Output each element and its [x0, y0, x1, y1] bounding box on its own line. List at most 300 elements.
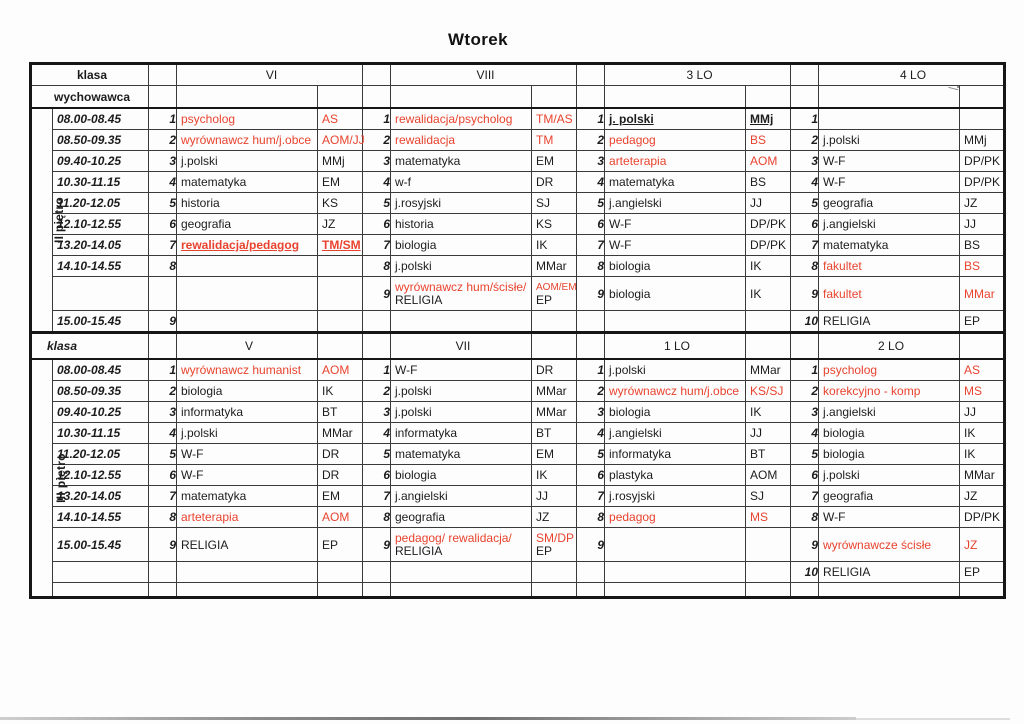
header-number-cell	[791, 64, 819, 86]
lesson-teacher-cell: EM	[532, 444, 577, 465]
lesson-number-cell: 1	[149, 359, 177, 381]
lesson-number-cell: 4	[149, 423, 177, 444]
class-header: VIII	[391, 64, 577, 86]
lesson-subject-cell: biologia	[605, 277, 746, 311]
lesson-subject-cell: biologia	[605, 402, 746, 423]
lesson-number-cell: 5	[791, 193, 819, 214]
lesson-teacher-cell	[318, 583, 363, 598]
header-number-cell	[791, 333, 819, 360]
lesson-teacher-cell	[532, 562, 577, 583]
lesson-teacher-cell	[318, 311, 363, 333]
lesson-subject-cell	[391, 311, 532, 333]
wychowawca-header: wychowawca	[31, 86, 149, 109]
lesson-subject-cell: W-F	[819, 172, 960, 193]
scan-edge-artifact	[0, 717, 856, 720]
lesson-teacher-cell: IK	[960, 444, 1005, 465]
time-cell	[53, 562, 149, 583]
lesson-number-cell: 7	[791, 235, 819, 256]
lesson-teacher-cell	[746, 311, 791, 333]
lesson-teacher-cell: KS	[318, 193, 363, 214]
lesson-number-cell: 6	[791, 465, 819, 486]
lesson-subject-cell	[391, 583, 532, 598]
lesson-number-cell: 5	[791, 444, 819, 465]
lesson-subject-cell: informatyka	[605, 444, 746, 465]
lesson-teacher-cell: IK	[746, 277, 791, 311]
lesson-teacher-cell: KS	[532, 214, 577, 235]
class-header: VII	[391, 333, 532, 360]
lesson-teacher-cell: EP	[318, 528, 363, 562]
lesson-number-cell: 8	[577, 256, 605, 277]
lesson-teacher-cell: AOM	[746, 151, 791, 172]
lesson-teacher-cell	[960, 108, 1005, 130]
lesson-subject-cell: biologia	[391, 465, 532, 486]
lesson-subject-cell: w-f	[391, 172, 532, 193]
lesson-subject-line: RELIGIA	[395, 543, 443, 558]
header-number-cell	[577, 333, 605, 360]
header-number-cell	[791, 86, 819, 109]
lesson-teacher-cell: AOM/JJ	[318, 130, 363, 151]
lesson-subject-line: pedagog/ rewalidacja/	[395, 530, 512, 545]
wychowawca-code-cell	[960, 86, 1005, 109]
lesson-subject-cell: geografia	[391, 507, 532, 528]
wychowawca-code-cell	[318, 86, 363, 109]
lesson-teacher-cell: IK	[532, 465, 577, 486]
lesson-subject-cell: biologia	[605, 256, 746, 277]
time-cell: 13.20-14.05	[53, 235, 149, 256]
lesson-number-cell: 6	[791, 214, 819, 235]
lesson-subject-cell: j.rosyjski	[605, 486, 746, 507]
lesson-subject-cell: j.polski	[819, 465, 960, 486]
lesson-number-cell: 2	[577, 381, 605, 402]
time-cell: 14.10-14.55	[53, 256, 149, 277]
pen-dot	[957, 86, 959, 88]
class-header-teacher-cell	[746, 333, 791, 360]
lesson-teacher-cell: IK	[746, 256, 791, 277]
lesson-subject-cell	[177, 277, 318, 311]
class-header-teacher-cell	[318, 333, 363, 360]
header-number-cell	[149, 86, 177, 109]
lesson-number-cell: 9	[363, 528, 391, 562]
lesson-teacher-cell	[318, 256, 363, 277]
lesson-teacher-cell: JJ	[746, 423, 791, 444]
lesson-teacher-cell: IK	[318, 381, 363, 402]
lesson-subject-cell: historia	[177, 193, 318, 214]
time-cell: 11.20-12.05	[53, 444, 149, 465]
lesson-teacher-cell	[532, 583, 577, 598]
lesson-teacher-cell: BT	[746, 444, 791, 465]
lesson-teacher-cell: IK	[746, 402, 791, 423]
lesson-subject-cell: j.polski	[391, 256, 532, 277]
lesson-subject-cell: matematyka	[177, 486, 318, 507]
header-number-cell	[149, 64, 177, 86]
lesson-number-cell: 3	[149, 151, 177, 172]
lesson-subject-cell: j.angielski	[819, 402, 960, 423]
lesson-subject-cell: j.polski	[391, 402, 532, 423]
lesson-subject-cell: matematyka	[819, 235, 960, 256]
lesson-teacher-cell	[532, 277, 577, 311]
lesson-teacher-cell: JZ	[960, 193, 1005, 214]
lesson-teacher-cell: AS	[318, 108, 363, 130]
lesson-teacher-cell: MS	[960, 381, 1005, 402]
lesson-teacher-cell: JJ	[960, 402, 1005, 423]
lesson-subject-cell: W-F	[819, 507, 960, 528]
lesson-number-cell: 7	[149, 235, 177, 256]
floor-label-cell	[31, 359, 68, 598]
lesson-subject-cell	[605, 528, 746, 562]
lesson-teacher-cell: EM	[318, 486, 363, 507]
klasa-header: klasa	[31, 64, 149, 86]
lesson-teacher-cell: JJ	[532, 486, 577, 507]
lesson-number-cell: 10	[791, 562, 819, 583]
lesson-number-cell: 1	[149, 108, 177, 130]
lesson-teacher-cell: MMar	[318, 423, 363, 444]
lesson-number-cell	[363, 583, 391, 598]
lesson-number-cell: 2	[577, 130, 605, 151]
lesson-subject-cell: historia	[391, 214, 532, 235]
lesson-number-cell	[363, 311, 391, 333]
class-header: 2 LO	[819, 333, 960, 360]
lesson-subject-cell	[177, 583, 318, 598]
lesson-subject-cell: psycholog	[177, 108, 318, 130]
lesson-teacher-cell: MMar	[532, 256, 577, 277]
lesson-subject-cell: biologia	[177, 381, 318, 402]
lesson-subject-cell: pedagog	[605, 507, 746, 528]
time-cell: 09.40-10.25	[53, 402, 149, 423]
lesson-number-cell: 5	[363, 193, 391, 214]
lesson-number-cell: 1	[577, 108, 605, 130]
lesson-number-cell: 3	[791, 151, 819, 172]
lesson-subject-cell	[391, 277, 532, 311]
lesson-subject-cell: wyrównawcz humanist	[177, 359, 318, 381]
lesson-subject-cell: pedagog	[605, 130, 746, 151]
time-cell: 11.20-12.05	[53, 193, 149, 214]
lesson-number-cell: 10	[791, 311, 819, 333]
lesson-teacher-cell: DR	[532, 359, 577, 381]
time-cell: 13.20-14.05	[53, 486, 149, 507]
lesson-subject-cell	[177, 562, 318, 583]
lesson-subject-cell: plastyka	[605, 465, 746, 486]
lesson-subject-cell: rewalidacja	[391, 130, 532, 151]
lesson-teacher-line: EP	[536, 292, 553, 307]
lesson-teacher-cell: AS	[960, 359, 1005, 381]
lesson-teacher-cell: MMj	[960, 130, 1005, 151]
lesson-number-cell: 9	[149, 311, 177, 333]
lesson-teacher-cell: BS	[746, 130, 791, 151]
lesson-subject-cell: geografia	[177, 214, 318, 235]
lesson-subject-cell: rewalidacja/pedagog	[177, 235, 318, 256]
lesson-subject-cell: j.polski	[605, 359, 746, 381]
lesson-number-cell: 8	[363, 256, 391, 277]
lesson-subject-cell: j.rosyjski	[391, 193, 532, 214]
lesson-teacher-cell: DR	[318, 444, 363, 465]
lesson-subject-cell: biologia	[819, 423, 960, 444]
lesson-subject-cell: W-F	[177, 444, 318, 465]
lesson-teacher-cell: EP	[960, 562, 1005, 583]
lesson-subject-cell: j. polski	[605, 108, 746, 130]
lesson-subject-cell: rewalidacja/psycholog	[391, 108, 532, 130]
time-cell	[53, 583, 149, 598]
lesson-teacher-cell: JJ	[746, 193, 791, 214]
lesson-teacher-cell: AOM	[746, 465, 791, 486]
lesson-teacher-cell: BT	[318, 402, 363, 423]
lesson-number-cell	[791, 583, 819, 598]
lesson-teacher-cell: MMj	[746, 108, 791, 130]
class-header: VI	[177, 64, 363, 86]
lesson-teacher-cell: TM	[532, 130, 577, 151]
lesson-subject-cell: W-F	[819, 151, 960, 172]
lesson-number-cell	[577, 583, 605, 598]
header-number-cell	[363, 86, 391, 109]
scan-edge-artifact-light	[856, 718, 1010, 720]
lesson-teacher-cell: IK	[960, 423, 1005, 444]
lesson-number-cell: 2	[149, 130, 177, 151]
lesson-subject-cell	[605, 583, 746, 598]
lesson-teacher-cell: AOM	[318, 359, 363, 381]
header-number-cell	[363, 64, 391, 86]
lesson-number-cell: 5	[363, 444, 391, 465]
lesson-subject-cell: j.polski	[177, 423, 318, 444]
lesson-number-cell: 1	[791, 108, 819, 130]
lesson-subject-cell: geografia	[819, 193, 960, 214]
lesson-number-cell: 3	[577, 402, 605, 423]
lesson-teacher-cell: MS	[746, 507, 791, 528]
lesson-subject-cell: arteterapia	[177, 507, 318, 528]
lesson-subject-cell: biologia	[391, 235, 532, 256]
lesson-teacher-cell	[532, 311, 577, 333]
header-number-cell	[577, 64, 605, 86]
lesson-number-cell: 4	[363, 172, 391, 193]
time-cell: 15.00-15.45	[53, 311, 149, 333]
lesson-subject-cell: wyrównawcz hum/j.obce	[605, 381, 746, 402]
wychowawca-name-cell	[391, 86, 532, 109]
timetable-table	[29, 62, 1006, 599]
lesson-number-cell: 2	[791, 130, 819, 151]
lesson-number-cell: 3	[791, 402, 819, 423]
lesson-number-cell	[149, 562, 177, 583]
lesson-number-cell	[149, 277, 177, 311]
lesson-subject-cell: j.polski	[391, 381, 532, 402]
floor-label: II piętro	[52, 196, 67, 244]
lesson-teacher-cell: EM	[318, 172, 363, 193]
lesson-number-cell: 9	[577, 277, 605, 311]
lesson-teacher-cell: JZ	[318, 214, 363, 235]
lesson-teacher-cell: JZ	[960, 486, 1005, 507]
lesson-number-cell: 3	[363, 402, 391, 423]
lesson-subject-cell: biologia	[819, 444, 960, 465]
wychowawca-name-cell	[177, 86, 318, 109]
time-cell: 12.10-12.55	[53, 465, 149, 486]
klasa-header: klasa	[31, 333, 149, 360]
time-cell: 08.50-09.35	[53, 381, 149, 402]
header-number-cell	[149, 333, 177, 360]
lesson-teacher-cell: BT	[532, 423, 577, 444]
lesson-teacher-cell: TM/SM	[318, 235, 363, 256]
time-cell	[53, 277, 149, 311]
time-cell: 14.10-14.55	[53, 507, 149, 528]
lesson-number-cell: 8	[149, 256, 177, 277]
class-header-teacher-cell	[532, 333, 577, 360]
time-cell: 08.00-08.45	[53, 359, 149, 381]
lesson-number-cell: 7	[363, 235, 391, 256]
lesson-number-cell: 9	[149, 528, 177, 562]
lesson-number-cell: 2	[149, 381, 177, 402]
lesson-number-cell: 2	[363, 381, 391, 402]
lesson-teacher-line: EP	[536, 543, 553, 558]
lesson-subject-cell: informatyka	[391, 423, 532, 444]
lesson-number-cell: 2	[791, 381, 819, 402]
lesson-subject-cell: matematyka	[177, 172, 318, 193]
lesson-number-cell: 4	[791, 172, 819, 193]
lesson-teacher-cell	[746, 583, 791, 598]
time-cell: 10.30-11.15	[53, 423, 149, 444]
header-number-cell	[363, 333, 391, 360]
lesson-subject-cell: wyrównawcze ścisłe	[819, 528, 960, 562]
lesson-subject-cell: wyrównawcz hum/j.obce	[177, 130, 318, 151]
lesson-number-cell: 8	[577, 507, 605, 528]
lesson-number-cell: 3	[577, 151, 605, 172]
lesson-number-cell: 8	[363, 507, 391, 528]
lesson-subject-cell: fakultet	[819, 277, 960, 311]
lesson-subject-cell	[819, 583, 960, 598]
lesson-teacher-cell	[318, 562, 363, 583]
floor-label: III piętro	[53, 453, 68, 503]
lesson-number-cell	[577, 311, 605, 333]
lesson-teacher-cell: DP/PK	[960, 172, 1005, 193]
class-header: V	[177, 333, 318, 360]
time-cell: 09.40-10.25	[53, 151, 149, 172]
lesson-number-cell: 7	[363, 486, 391, 507]
lesson-number-cell: 1	[363, 108, 391, 130]
lesson-number-cell: 9	[363, 277, 391, 311]
lesson-subject-cell: fakultet	[819, 256, 960, 277]
lesson-number-cell: 3	[363, 151, 391, 172]
lesson-subject-cell	[177, 311, 318, 333]
lesson-teacher-cell: EM	[532, 151, 577, 172]
lesson-teacher-cell: DP/PK	[746, 235, 791, 256]
lesson-number-cell: 5	[577, 444, 605, 465]
lesson-number-cell: 1	[791, 359, 819, 381]
lesson-number-cell: 6	[363, 214, 391, 235]
lesson-number-cell: 7	[149, 486, 177, 507]
lesson-teacher-cell: EP	[960, 311, 1005, 333]
lesson-number-cell: 5	[149, 444, 177, 465]
lesson-number-cell: 5	[577, 193, 605, 214]
lesson-subject-line: RELIGIA	[395, 292, 443, 307]
lesson-number-cell: 9	[791, 277, 819, 311]
lesson-number-cell: 4	[149, 172, 177, 193]
lesson-number-cell: 6	[577, 214, 605, 235]
lesson-teacher-line: SM/DP	[536, 530, 575, 545]
lesson-number-cell: 8	[149, 507, 177, 528]
lesson-teacher-cell: DP/PK	[746, 214, 791, 235]
lesson-teacher-cell: JZ	[960, 528, 1005, 562]
class-header-teacher-cell	[960, 333, 1005, 360]
lesson-number-cell: 7	[577, 235, 605, 256]
wychowawca-name-cell	[819, 86, 960, 109]
lesson-number-cell: 6	[149, 214, 177, 235]
lesson-number-cell: 6	[149, 465, 177, 486]
time-cell: 12.10-12.55	[53, 214, 149, 235]
lesson-number-cell	[577, 562, 605, 583]
lesson-number-cell: 4	[577, 172, 605, 193]
lesson-teacher-cell: DR	[532, 172, 577, 193]
lesson-teacher-line: AOM/EM	[536, 281, 577, 293]
lesson-subject-cell	[177, 256, 318, 277]
lesson-number-cell: 8	[791, 507, 819, 528]
lesson-subject-cell: RELIGIA	[819, 562, 960, 583]
lesson-subject-cell: geografia	[819, 486, 960, 507]
lesson-subject-cell: j.angielski	[605, 423, 746, 444]
lesson-number-cell: 2	[363, 130, 391, 151]
lesson-teacher-cell: BS	[746, 172, 791, 193]
lesson-teacher-cell: MMar	[960, 465, 1005, 486]
lesson-subject-cell: korekcyjno - komp	[819, 381, 960, 402]
lesson-subject-cell: matematyka	[391, 151, 532, 172]
lesson-teacher-cell: KS/SJ	[746, 381, 791, 402]
lesson-teacher-cell: JJ	[960, 214, 1005, 235]
lesson-subject-cell: matematyka	[391, 444, 532, 465]
lesson-subject-cell: W-F	[605, 214, 746, 235]
lesson-subject-cell: j.angielski	[819, 214, 960, 235]
class-header: 3 LO	[605, 64, 791, 86]
lesson-teacher-cell: DR	[318, 465, 363, 486]
lesson-subject-line: wyrównawcz hum/ścisłe/	[395, 279, 527, 294]
lesson-number-cell: 4	[363, 423, 391, 444]
class-header: 1 LO	[605, 333, 746, 360]
lesson-number-cell: 1	[577, 359, 605, 381]
lesson-number-cell: 9	[577, 528, 605, 562]
lesson-teacher-cell	[532, 528, 577, 562]
lesson-subject-cell: RELIGIA	[177, 528, 318, 562]
lesson-subject-cell: matematyka	[605, 172, 746, 193]
lesson-teacher-cell	[746, 528, 791, 562]
lesson-subject-cell: RELIGIA	[819, 311, 960, 333]
lesson-teacher-cell: BS	[960, 256, 1005, 277]
lesson-subject-cell: j.polski	[177, 151, 318, 172]
lesson-subject-cell	[391, 528, 532, 562]
lesson-teacher-cell: BS	[960, 235, 1005, 256]
lesson-teacher-cell: MMar	[532, 381, 577, 402]
time-cell: 08.50-09.35	[53, 130, 149, 151]
lesson-subject-cell: W-F	[177, 465, 318, 486]
lesson-teacher-cell: TM/AS	[532, 108, 577, 130]
lesson-number-cell: 4	[577, 423, 605, 444]
lesson-subject-cell: j.angielski	[605, 193, 746, 214]
lesson-number-cell	[363, 562, 391, 583]
lesson-number-cell: 6	[577, 465, 605, 486]
lesson-teacher-cell: MMar	[746, 359, 791, 381]
time-cell: 10.30-11.15	[53, 172, 149, 193]
lesson-number-cell: 6	[363, 465, 391, 486]
lesson-teacher-cell: IK	[532, 235, 577, 256]
lesson-subject-cell: arteterapia	[605, 151, 746, 172]
lesson-number-cell: 5	[149, 193, 177, 214]
lesson-teacher-cell	[318, 277, 363, 311]
floor-label-cell	[31, 108, 67, 333]
lesson-number-cell: 4	[791, 423, 819, 444]
lesson-subject-cell	[391, 562, 532, 583]
lesson-teacher-cell: AOM	[318, 507, 363, 528]
lesson-teacher-cell	[746, 562, 791, 583]
lesson-number-cell: 1	[363, 359, 391, 381]
lesson-number-cell: 3	[149, 402, 177, 423]
lesson-number-cell: 7	[577, 486, 605, 507]
time-cell: 15.00-15.45	[53, 528, 149, 562]
lesson-subject-cell	[819, 108, 960, 130]
wychowawca-code-cell	[746, 86, 791, 109]
class-header: 4 LO	[819, 64, 1005, 86]
lesson-subject-cell: W-F	[391, 359, 532, 381]
